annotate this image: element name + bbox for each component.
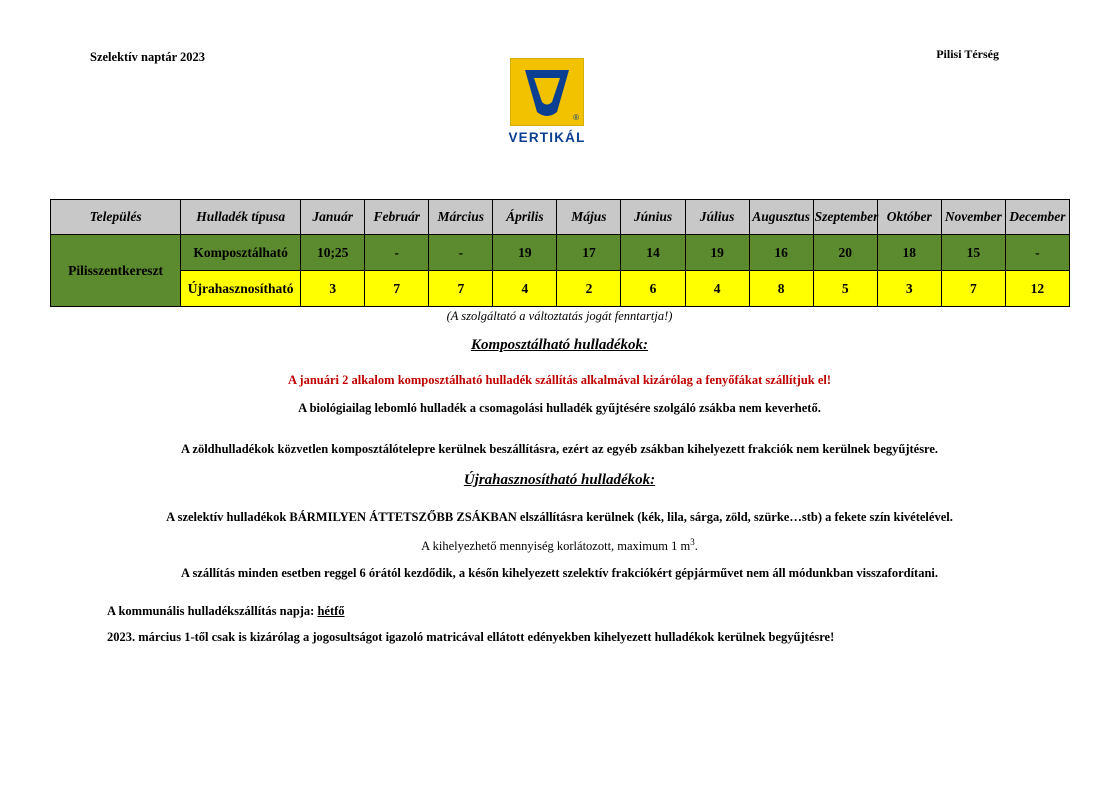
compostable-october: 18 [877,235,941,271]
column-header-july: Július [685,200,749,235]
header-right-title: Pilisi Térség [936,47,999,61]
compostable-note-1: A biológiailag lebomló hulladék a csomagolási hulladék gyűjtésére szolgáló zsákba nem keverhető. [298,401,821,415]
compostable-september: 20 [813,235,877,271]
recyclable-note-2-text: A kihelyezhető mennyiség korlátozott, maximum 1 m [421,539,691,554]
compostable-august: 16 [749,235,813,271]
red-warning-note: A januári 2 alkalom komposztálható hulladék szállítás alkalmával kizárólag a fenyőfákat szállítjuk el! [287,373,832,387]
recyclable-november: 7 [941,271,1005,307]
column-header-october: Október [877,200,941,235]
section-title-recyclable: Újrahasznosítható hulladékok: [463,472,656,488]
table-header-row [51,200,1070,235]
recyclable-note-3: A szállítás minden esetben reggel 6 órától kezdődik, a későn kihelyezett szelektív frakciókért gépjárművet nem áll módunkban visszafordítani. [180,566,939,580]
header-left-title: Szelektív naptár 2023 [90,50,206,64]
recyclable-december: 12 [1005,271,1069,307]
column-header-september: Szeptember [813,200,877,235]
waste-type-recyclable: Újrahasznosítható [181,271,301,307]
cubic-meter-exponent: 3 [690,537,695,547]
table-row [51,271,1070,307]
column-header-february: Február [365,200,429,235]
recyclable-september: 5 [813,271,877,307]
compostable-june: 14 [621,235,685,271]
recyclable-october: 3 [877,271,941,307]
recyclable-july: 4 [685,271,749,307]
recyclable-march: 7 [429,271,493,307]
column-header-december: December [1005,200,1069,235]
section-title-compostable: Komposztálható hulladékok: [470,337,649,353]
recyclable-note-2 [0,537,1119,554]
recyclable-april: 4 [493,271,557,307]
compostable-july: 19 [685,235,749,271]
vertikal-logo [508,58,586,145]
recyclable-note-2-end: . [694,539,698,554]
sticker-requirement-note: 2023. március 1-től csak is kizárólag a jogosultságot igazoló matricával ellátott edényekben kihelyezett hulladékok kerülnek begyűjtésre! [107,630,835,644]
column-header-january: Január [301,200,365,235]
compostable-may: 17 [557,235,621,271]
logo-mark-icon [510,58,584,126]
waste-type-compostable: Komposztálható [181,235,301,271]
compostable-february: - [365,235,429,271]
recyclable-august: 8 [749,271,813,307]
recyclable-june: 6 [621,271,685,307]
table-row [51,235,1070,271]
compostable-note-2: A zöldhulladékok közvetlen komposztálótelepre kerülnek beszállításra, ezért az egyéb zsákban kihelyezett frakciók nem kerülnek begyűjtésre. [180,442,939,456]
municipal-collection-day [107,604,345,619]
municipal-collection-label: A kommunális hulladékszállítás napja: [107,604,318,618]
column-header-town: Település [51,200,181,235]
compostable-december: - [1005,235,1069,271]
recyclable-note-1: A szelektív hulladékok BÁRMILYEN ÁTTETSZŐBB ZSÁKBAN elszállításra kerülnek (kék, lila, sárga, zöld, szürke…stb) a fekete szín kivételével. [166,510,953,524]
recyclable-january: 3 [301,271,365,307]
disclaimer-note: (A szolgáltató a változtatás jogát fenntartja!) [446,309,673,323]
column-header-november: November [941,200,1005,235]
logo-text: VERTIKÁL [508,130,586,145]
registered-mark-icon: ® [573,113,579,122]
compostable-november: 15 [941,235,1005,271]
waste-calendar-table [50,199,1070,307]
compostable-january: 10;25 [301,235,365,271]
column-header-august: Augusztus [749,200,813,235]
column-header-april: Április [493,200,557,235]
column-header-march: Március [429,200,493,235]
column-header-type: Hulladék típusa [181,200,301,235]
column-header-may: Május [557,200,621,235]
compostable-april: 19 [493,235,557,271]
town-name-cell: Pilisszentkereszt [51,235,181,307]
recyclable-may: 2 [557,271,621,307]
municipal-collection-value: hétfő [317,604,345,618]
v-letter-icon [521,66,573,118]
column-header-june: Június [621,200,685,235]
recyclable-february: 7 [365,271,429,307]
compostable-march: - [429,235,493,271]
calendar-table-wrapper [50,199,1070,307]
